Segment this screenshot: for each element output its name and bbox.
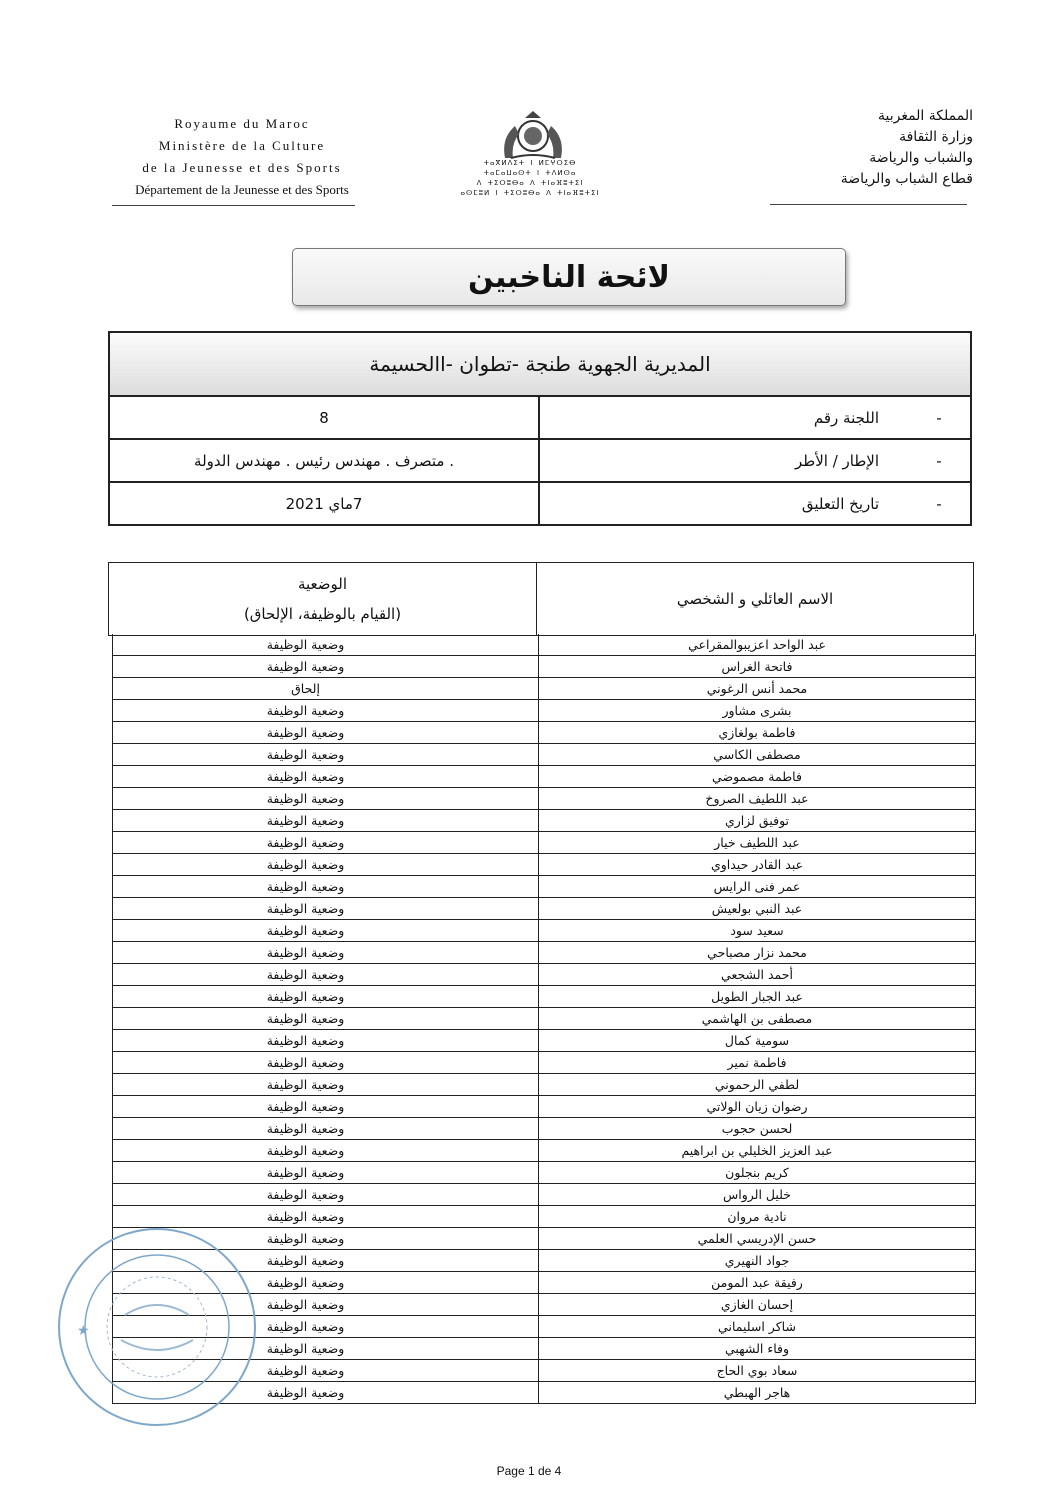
table-row	[112, 1184, 976, 1206]
official-stamp-icon	[55, 1225, 260, 1430]
voter-status: وضعية الوظيفة	[266, 901, 345, 916]
ar-line-4: قطاع الشباب والرياضة	[840, 171, 973, 187]
table-row	[112, 1162, 976, 1184]
voter-status: وضعية الوظيفة	[266, 1253, 345, 1268]
voter-name: إحسان الغازي	[538, 1294, 975, 1315]
status-header-subtitle: (القيام بالوظيفة، الإلحاق)	[243, 605, 402, 623]
voter-name: عمر فنى الرايس	[538, 876, 975, 897]
tif-line-4: ⴰⵙⵎⵓⵍ ⵏ ⵜⵉⵔⵓⴱⴰ ⴷ ⵜⵏⴰⴼⵓⵜⵉⵏ	[460, 189, 600, 197]
voter-status: وضعية الوظيفة	[266, 703, 345, 718]
table-row	[112, 788, 976, 810]
info-row	[109, 439, 971, 482]
voter-status: وضعية الوظيفة	[266, 1187, 345, 1202]
column-header-name: الاسم العائلي و الشخصي	[536, 563, 973, 635]
info-table	[108, 331, 972, 526]
voter-name: أحمد الشجعي	[538, 964, 975, 985]
voter-status: وضعية الوظيفة	[266, 835, 345, 850]
table-row	[112, 1008, 976, 1030]
voter-status: وضعية الوظيفة	[266, 923, 345, 938]
voter-name: توفيق لزاري	[538, 810, 975, 831]
table-row	[112, 942, 976, 964]
voter-status: وضعية الوظيفة	[266, 1385, 345, 1400]
table-row	[112, 1096, 976, 1118]
ar-line-2: وزارة الثقافة	[899, 129, 973, 145]
voter-status: وضعية الوظيفة	[266, 769, 345, 784]
voter-status: وضعية الوظيفة	[266, 1363, 345, 1378]
info-label: تاريخ التعليق	[801, 494, 879, 513]
voter-status: وضعية الوظيفة	[266, 1099, 345, 1114]
voter-name: سومية كمال	[538, 1030, 975, 1051]
voter-name: سعاد بوي الحاج	[538, 1360, 975, 1381]
info-value: . متصرف . مهندس رئيس . مهندس الدولة	[109, 439, 539, 482]
voter-name: خليل الرواس	[538, 1184, 975, 1205]
voter-status: وضعية الوظيفة	[266, 1011, 345, 1026]
voter-name: محمد أنس الرغوني	[538, 678, 975, 699]
fr-line-3: de la Jeunesse et des Sports	[142, 160, 342, 175]
coat-of-arms-icon	[497, 108, 569, 160]
voter-status: وضعية الوظيفة	[266, 1165, 345, 1180]
column-header-status	[109, 563, 536, 635]
table-row	[112, 1074, 976, 1096]
table-row	[112, 656, 976, 678]
info-dash: -	[936, 451, 942, 470]
voter-status: وضعية الوظيفة	[266, 637, 345, 652]
table-row	[112, 722, 976, 744]
ar-divider	[770, 204, 967, 205]
info-value: 7ماي 2021	[109, 482, 539, 525]
table-header	[108, 562, 974, 636]
voter-status: وضعية الوظيفة	[266, 1297, 345, 1312]
table-row	[112, 634, 976, 656]
table-row	[112, 766, 976, 788]
fr-line-1: Royaume du Maroc	[174, 116, 310, 131]
table-row	[112, 854, 976, 876]
voter-status: وضعية الوظيفة	[266, 989, 345, 1004]
voter-status: وضعية الوظيفة	[266, 1275, 345, 1290]
voter-status: وضعية الوظيفة	[266, 1055, 345, 1070]
table-row	[112, 920, 976, 942]
page-title: لائحة الناخبين	[292, 248, 846, 306]
voter-name: عبد الجبار الطويل	[538, 986, 975, 1007]
french-header	[112, 113, 372, 201]
table-row	[112, 964, 976, 986]
voter-status: وضعية الوظيفة	[266, 791, 345, 806]
voter-name: كريم بنجلون	[538, 1162, 975, 1183]
table-row	[112, 700, 976, 722]
table-row	[112, 1052, 976, 1074]
directorate-name: المديرية الجهوية طنجة -تطوان -االحسيمة	[109, 332, 971, 396]
voter-status: وضعية الوظيفة	[266, 879, 345, 894]
tif-line-2: ⵜⴰⵎⴰⵡⴰⵙⵜ ⵏ ⵜⴷⵍⵙⴰ	[483, 169, 577, 177]
voter-name: مصطفى الكاسي	[538, 744, 975, 765]
info-row	[109, 396, 971, 439]
status-header-title: الوضعية	[297, 575, 348, 593]
voter-name: وفاء الشهبي	[538, 1338, 975, 1359]
voter-name: عبد العزيز الخليلي بن ابراهيم	[538, 1140, 975, 1161]
info-dash: -	[936, 408, 942, 427]
voter-name: عبد النبي بولعيش	[538, 898, 975, 919]
voter-name: مصطفى بن الهاشمي	[538, 1008, 975, 1029]
table-row	[112, 1030, 976, 1052]
voter-status: وضعية الوظيفة	[266, 1341, 345, 1356]
voter-status: وضعية الوظيفة	[266, 1319, 345, 1334]
voter-status: وضعية الوظيفة	[266, 747, 345, 762]
info-row	[109, 482, 971, 525]
table-row	[112, 876, 976, 898]
voter-status: وضعية الوظيفة	[266, 1121, 345, 1136]
tif-line-3: ⴷ ⵜⵉⵔⵓⴱⴰ ⴷ ⵜⵏⴰⴼⵓⵜⵉⵏ	[476, 179, 584, 187]
voter-name: عبد اللطيف الصروخ	[538, 788, 975, 809]
voter-name: فاطمة مصموضي	[538, 766, 975, 787]
arabic-header	[753, 106, 973, 190]
voter-name: رضوان زيان الولاتي	[538, 1096, 975, 1117]
voter-name: فاتحة الغراس	[538, 656, 975, 677]
table-row	[112, 898, 976, 920]
voter-name: فاطمة بولغازي	[538, 722, 975, 743]
voter-status: وضعية الوظيفة	[266, 1143, 345, 1158]
info-label: اللجنة رقم	[813, 408, 879, 427]
voter-status: وضعية الوظيفة	[266, 1033, 345, 1048]
info-value: 8	[109, 396, 539, 439]
voter-status: وضعية الوظيفة	[266, 967, 345, 982]
voter-name: لطفي الرحموني	[538, 1074, 975, 1095]
table-row	[112, 1140, 976, 1162]
voter-name: لحسن حجوب	[538, 1118, 975, 1139]
voter-name: رفيقة عبد المومن	[538, 1272, 975, 1293]
tifinagh-header	[450, 158, 610, 198]
table-row	[112, 810, 976, 832]
ar-line-3: والشباب والرياضة	[869, 150, 973, 166]
voter-status: وضعية الوظيفة	[266, 1231, 345, 1246]
voter-name: حسن الإدريسي العلمي	[538, 1228, 975, 1249]
svg-text:★: ★	[77, 1323, 90, 1339]
voter-name: بشرى مشاور	[538, 700, 975, 721]
tif-line-1: ⵜⴰⴳⵍⴷⵉⵜ ⵏ ⵍⵎⵖⵔⵉⴱ	[483, 159, 577, 167]
voter-name: هاجر الهبطي	[538, 1382, 975, 1403]
info-label: الإطار / الأطر	[794, 451, 879, 470]
voter-status: وضعية الوظيفة	[266, 725, 345, 740]
voter-name: شاكر اسليماني	[538, 1316, 975, 1337]
voter-name: عبد الواحد اعزيبوالمقراعي	[538, 634, 975, 655]
voter-status: وضعية الوظيفة	[266, 659, 345, 674]
voter-name: عبد القادر حيداوي	[538, 854, 975, 875]
voter-name: جواد النهيري	[538, 1250, 975, 1271]
info-dash: -	[936, 494, 942, 513]
fr-divider	[112, 205, 355, 206]
voter-status: وضعية الوظيفة	[266, 1077, 345, 1092]
fr-line-4: Département de la Jeunesse et des Sports	[135, 182, 349, 197]
table-row	[112, 1118, 976, 1140]
page-number: Page 1 de 4	[496, 1464, 562, 1478]
voter-status: وضعية الوظيفة	[266, 1209, 345, 1224]
voter-status: وضعية الوظيفة	[266, 813, 345, 828]
fr-line-2: Ministère de la Culture	[158, 138, 326, 153]
voter-status: وضعية الوظيفة	[266, 857, 345, 872]
table-row	[112, 986, 976, 1008]
voter-name: سعيد سود	[538, 920, 975, 941]
ar-line-1: المملكة المغربية	[877, 108, 973, 124]
voter-name: فاطمة نمير	[538, 1052, 975, 1073]
table-row	[112, 678, 976, 700]
table-row	[112, 744, 976, 766]
voter-name: عبد اللطيف خيار	[538, 832, 975, 853]
voter-status: إلحاق	[291, 681, 320, 696]
voter-status: وضعية الوظيفة	[266, 945, 345, 960]
table-row	[112, 832, 976, 854]
voter-name: محمد نزار مصباحي	[538, 942, 975, 963]
voter-name: نادية مروان	[538, 1206, 975, 1227]
